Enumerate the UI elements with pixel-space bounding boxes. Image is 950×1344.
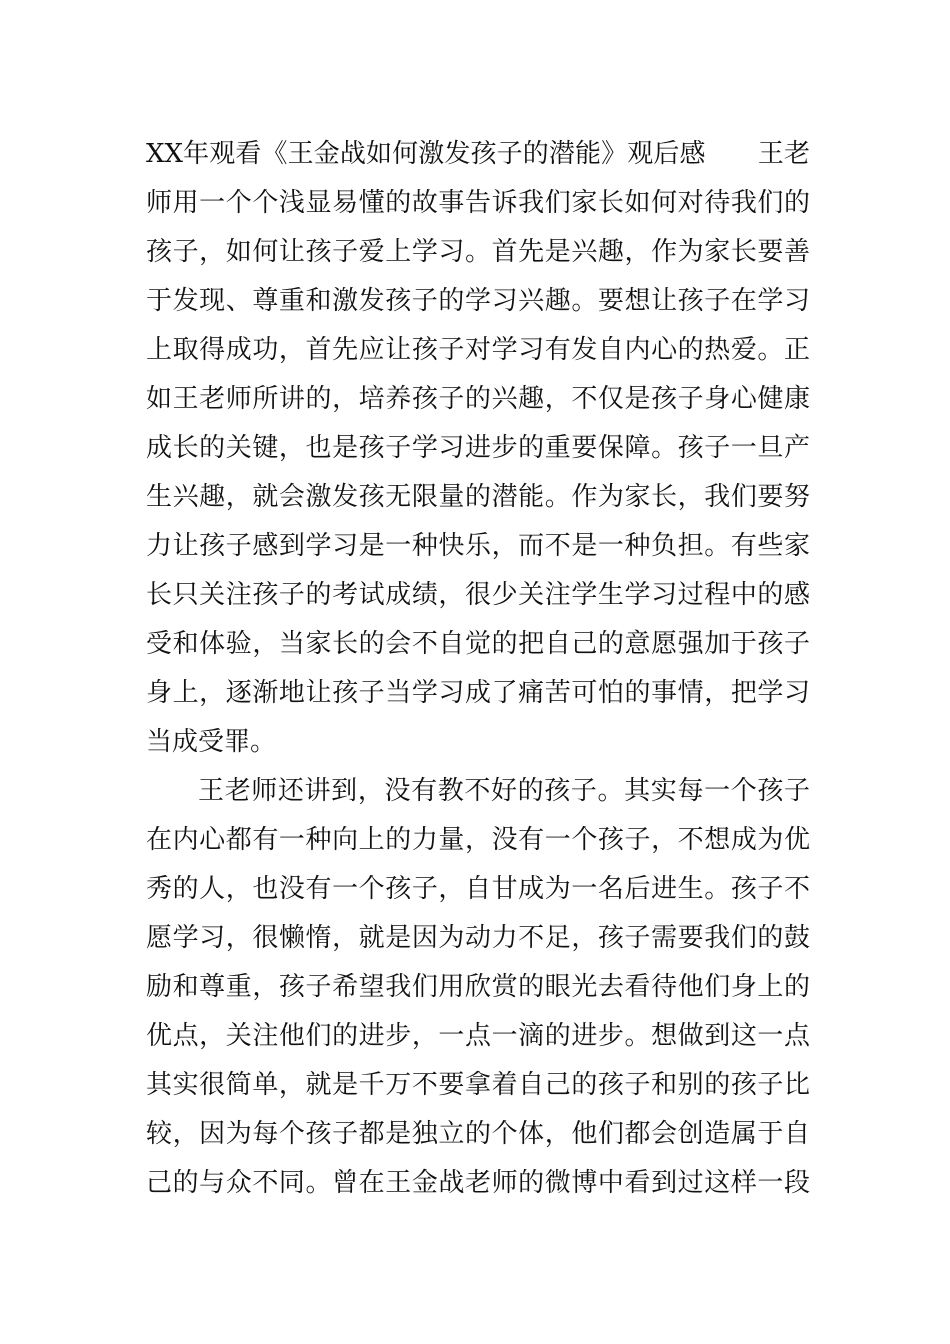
text-line: 如王老师所讲的，培养孩子的兴趣，不仅是孩子身心健康: [146, 384, 810, 414]
text-line: 成长的关键，也是孩子学习进步的重要保障。孩子一旦产: [146, 433, 810, 463]
text-line: 其实很简单，就是千万不要拿着自己的孩子和别的孩子比: [146, 1070, 810, 1100]
text-line: 身上，逐渐地让孩子当学习成了痛苦可怕的事情，把学习: [146, 678, 810, 708]
text-line: 愿学习，很懒惰，就是因为动力不足，孩子需要我们的鼓: [146, 923, 810, 953]
text-line: 生兴趣，就会激发孩无限量的潜能。作为家长，我们要努: [146, 482, 810, 512]
text-line: 励和尊重，孩子希望我们用欣赏的眼光去看待他们身上的: [146, 972, 810, 1002]
text-line: 孩子，如何让孩子爱上学习。首先是兴趣，作为家长要善: [146, 237, 810, 267]
text-line: 在内心都有一种向上的力量，没有一个孩子，不想成为优: [146, 825, 810, 855]
text-line: XX年观看《王金战如何激发孩子的潜能》观后感 王老: [146, 139, 810, 169]
text-line: 师用一个个浅显易懂的故事告诉我们家长如何对待我们的: [146, 188, 810, 218]
text-line: 上取得成功，首先应让孩子对学习有发自内心的热爱。正: [146, 335, 810, 365]
text-line: 当成受罪。: [146, 727, 277, 757]
text-line: 于发现、尊重和激发孩子的学习兴趣。要想让孩子在学习: [146, 286, 810, 316]
text-line: 己的与众不同。曾在王金战老师的微博中看到过这样一段: [146, 1168, 810, 1198]
document-body: [146, 130, 810, 1208]
text-line: 优点，关注他们的进步，一点一滴的进步。想做到这一点: [146, 1021, 810, 1051]
text-line: 受和体验，当家长的会不自觉的把自己的意愿强加于孩子: [146, 629, 810, 659]
paragraph-first-line: 王老师还讲到，没有教不好的孩子。其实每一个孩子: [198, 776, 810, 806]
text-line: 较，因为每个孩子都是独立的个体，他们都会创造属于自: [146, 1119, 810, 1149]
text-line: 长只关注孩子的考试成绩，很少关注学生学习过程中的感: [146, 580, 810, 610]
text-line: 力让孩子感到学习是一种快乐，而不是一种负担。有些家: [146, 531, 810, 561]
text-line: 秀的人，也没有一个孩子，自甘成为一名后进生。孩子不: [146, 874, 810, 904]
